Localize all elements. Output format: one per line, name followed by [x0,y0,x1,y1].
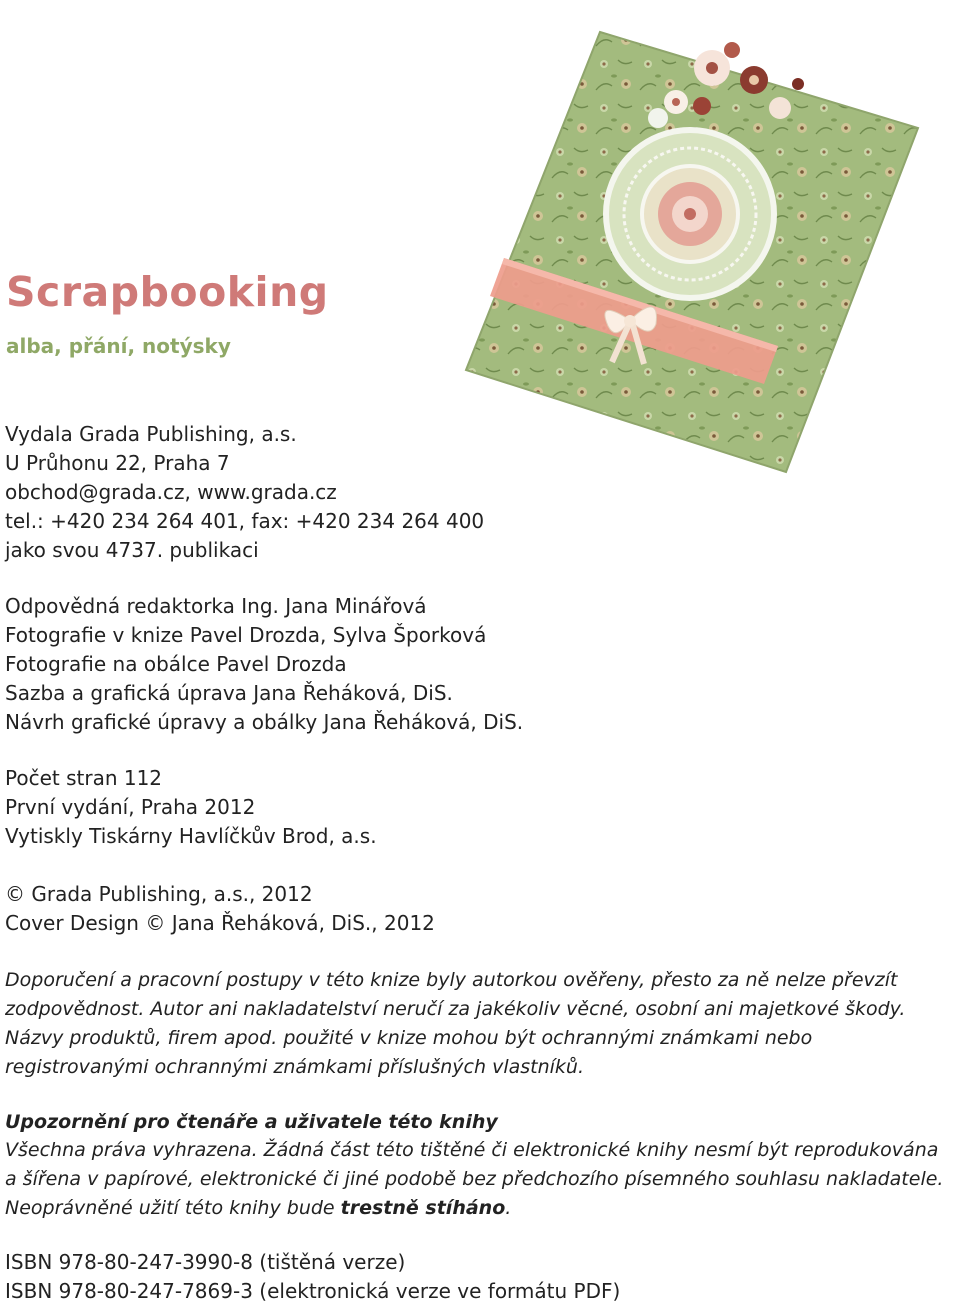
warning-line: a šířena v papírové, elektronické či jiné podobě bez předchozího písemného souhlasu nakladatele. [5,1168,944,1190]
isbn-line: ISBN 978-80-247-3990-8 (tištěná verze) [5,1250,406,1274]
credit-line: Odpovědná redaktorka Ing. Jana Minářová [5,594,427,618]
book-subtitle: alba, přání, notýsky [6,334,231,358]
print-info-line: První vydání, Praha 2012 [5,795,256,819]
credit-line: Fotografie na obálce Pavel Drozda [5,652,347,676]
publisher-info [5,420,955,565]
disclaimer-line: registrovanými ochrannými známkami příslušných vlastníků. [5,1056,584,1078]
credit-line: Fotografie v knize Pavel Drozda, Sylva Šporková [5,623,487,647]
warning-period: . [505,1197,512,1219]
publisher-line: tel.: +420 234 264 401, fax: +420 234 264 400 [5,509,485,533]
publisher-line: obchod@grada.cz, www.grada.cz [5,480,337,504]
isbn-line: ISBN 978-80-247-7869-3 (elektronická verze ve formátu PDF) [5,1279,621,1303]
warning-line-last [5,1194,955,1223]
credit-line: Sazba a grafická úprava Jana Řeháková, DiS. [5,681,453,705]
rights-warning [5,1108,955,1223]
cover-photo-card [462,10,960,480]
credits [5,592,955,737]
warning-line: Všechna práva vyhrazena. Žádná část této tištěné či elektronické knihy nesmí být reprodukována [5,1139,939,1161]
disclaimer-line: Názvy produktů, firem apod. použité v knize mohou být ochrannými známkami nebo [5,1027,813,1049]
disclaimer-line: zodpovědnost. Autor ani nakladatelství neručí za jakékoliv věcné, osobní ani majetkové škody. [5,998,906,1020]
copyright-line: © Grada Publishing, a.s., 2012 [5,882,313,906]
isbn-info [5,1248,955,1306]
publisher-line: Vydala Grada Publishing, a.s. [5,422,297,446]
copyright-notice [5,880,955,938]
warning-heading: Upozornění pro čtenáře a uživatele této knihy [5,1111,498,1133]
publisher-line: jako svou 4737. publikaci [5,538,259,562]
print-info-line: Počet stran 112 [5,766,163,790]
credit-line: Návrh grafické úpravy a obálky Jana Řeháková, DiS. [5,710,524,734]
warning-emphasis: trestně stíháno [340,1197,506,1219]
warning-text: Neoprávněné užití této knihy bude [5,1197,341,1219]
publisher-line: U Průhonu 22, Praha 7 [5,451,230,475]
book-title: Scrapbooking [6,268,329,316]
print-info [5,764,955,851]
disclaimer-line: Doporučení a pracovní postupy v této knize byly autorkou ověřeny, přesto za ně nelze převzít [5,969,898,991]
copyright-line: Cover Design © Jana Řeháková, DiS., 2012 [5,911,435,935]
lace-medallion [606,130,774,298]
disclaimer [5,966,955,1082]
print-info-line: Vytiskly Tiskárny Havlíčkův Brod, a.s. [5,824,377,848]
